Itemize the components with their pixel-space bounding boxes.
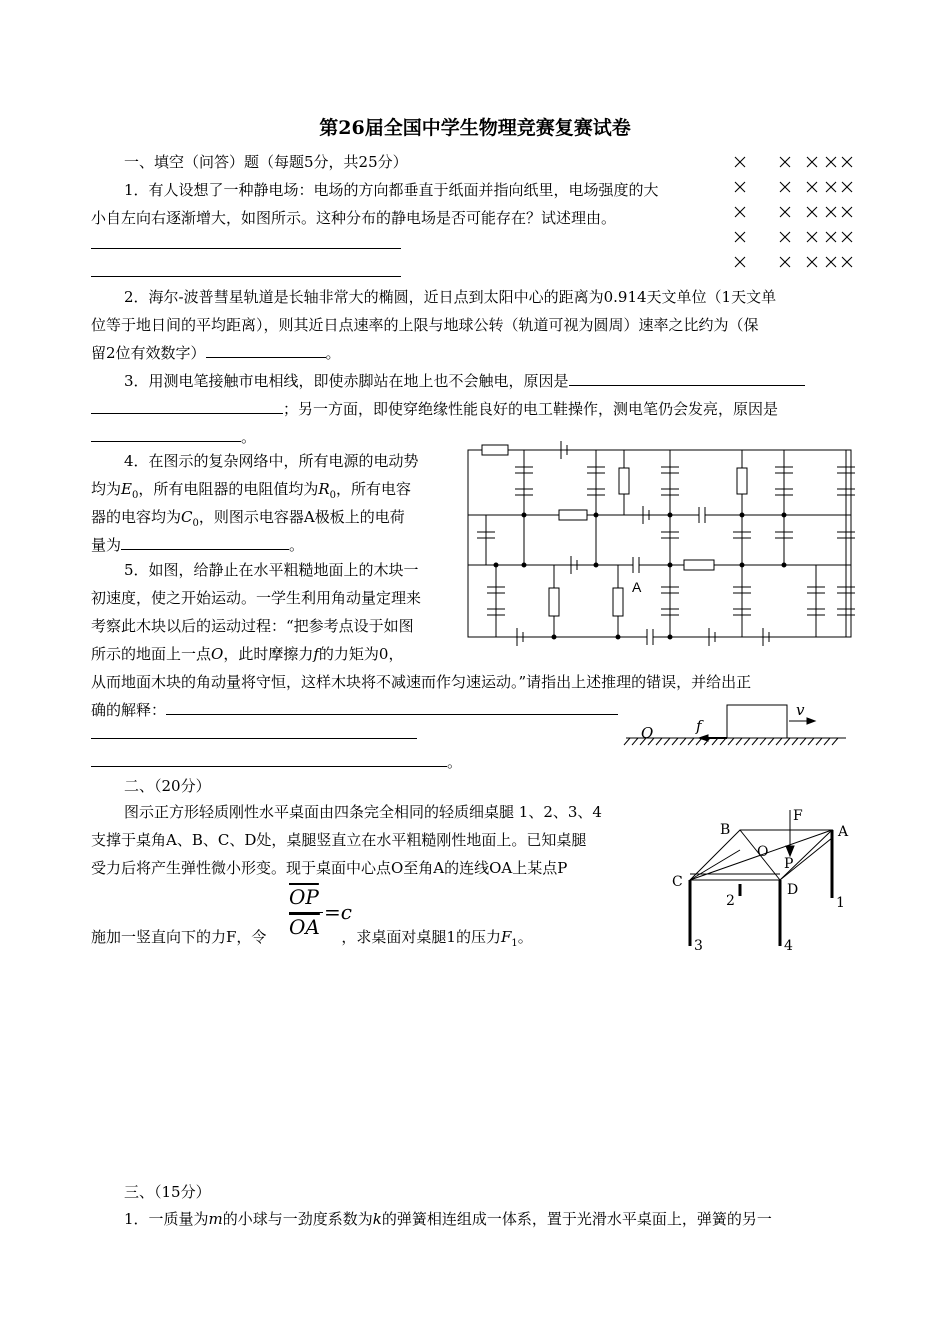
ground-hatch bbox=[832, 738, 838, 745]
label-leg2: 2 bbox=[726, 893, 735, 909]
circuit-junction bbox=[668, 513, 672, 517]
q5-answer-line-2[interactable] bbox=[91, 738, 417, 739]
ground-hatch bbox=[728, 738, 734, 745]
fraction-numerator bbox=[289, 885, 319, 909]
circuit-junction bbox=[494, 563, 498, 567]
q5-text-c: 的力矩为0， bbox=[318, 645, 404, 663]
s3-line1 bbox=[124, 1209, 772, 1229]
fraction-rhs bbox=[324, 900, 352, 924]
symbol-E: E bbox=[121, 480, 132, 498]
resistor bbox=[482, 445, 508, 455]
q2-line3 bbox=[91, 343, 341, 363]
page-title: 第26届全国中学生物理竞赛复赛试卷 bbox=[319, 117, 631, 139]
field-figure bbox=[730, 150, 860, 275]
q2-line1: 2．海尔-波普彗星轨道是长轴非常大的椭圆，近日点到太阳中心的距离为0.914天文单位（1天文单 bbox=[124, 288, 777, 306]
q5-line4 bbox=[91, 644, 403, 664]
ground-hatch bbox=[736, 738, 742, 745]
sub-0: 0 bbox=[131, 490, 139, 501]
circuit-junction bbox=[782, 563, 786, 567]
q2-line2: 位等于地日间的平均距离），则其近日点速率的上限与地球公转（轨道可视为圆周）速率之比约为（保 bbox=[91, 316, 759, 334]
q3-line1 bbox=[124, 371, 805, 391]
s3-text-b: 的小球与一劲度系数为 bbox=[222, 1210, 373, 1228]
q1-line2: 小自左向右逐渐增大，如图所示。这种分布的静电场是否可能存在？试述理由。 bbox=[91, 209, 617, 227]
table-legs-figure bbox=[668, 802, 858, 952]
section1-heading: 一、填空（问答）题（每题5分，共25分） bbox=[124, 153, 408, 171]
q1-line1: 1．有人设想了一种静电场：电场的方向都垂直于纸面并指向纸里，电场强度的大 bbox=[124, 181, 659, 199]
circuit-junction bbox=[522, 563, 526, 567]
q5-line5: 从而地面木块的角动量将守恒，这样木块将不减速而作匀速运动。”请指出上述推理的错误，并给出正 bbox=[91, 673, 752, 691]
ground-hatch bbox=[632, 738, 638, 745]
q5-text-end: 。 bbox=[447, 753, 463, 771]
q5-line1: 5．如图，给静止在水平粗糙地面上的木块一 bbox=[124, 561, 419, 579]
point-O-label: O bbox=[641, 724, 654, 742]
ground-hatch bbox=[720, 738, 726, 745]
ground-hatch bbox=[816, 738, 822, 745]
symbol-c: c bbox=[340, 900, 352, 924]
s2-text-b: ，求桌面对桌腿1的压力 bbox=[341, 928, 501, 946]
resistor bbox=[684, 560, 714, 570]
q2-answer-blank[interactable] bbox=[206, 343, 326, 358]
q3-line2-text: ；另一方面，即使穿绝缘性能良好的电工鞋操作，测电笔仍会发亮，原因是 bbox=[283, 400, 779, 418]
resistor bbox=[619, 468, 629, 494]
capacitor-gap bbox=[699, 513, 705, 517]
q3-line1-text: 3．用测电笔接触市电相线，即使赤脚站在地上也不会触电，原因是 bbox=[124, 372, 569, 390]
q4-text-end: 。 bbox=[289, 536, 305, 554]
frac-OA: $\overline{OA}$ bbox=[289, 915, 320, 939]
s2-text-end: 。 bbox=[517, 928, 533, 946]
q4-line1: 4．在图示的复杂网络中，所有电源的电动势 bbox=[124, 452, 419, 470]
q3-answer-blank-2[interactable] bbox=[91, 427, 241, 442]
ground-hatch bbox=[688, 738, 694, 745]
q4-text-f: 量为 bbox=[91, 536, 122, 554]
symbol-f: f bbox=[313, 645, 319, 663]
q4-text-c: ，所有电容 bbox=[336, 480, 412, 498]
ground-hatch bbox=[808, 738, 814, 745]
s2-line1: 图示正方形轻质刚性水平桌面由四条完全相同的轻质细桌腿 1、2、3、4 bbox=[124, 803, 602, 821]
ground-hatch bbox=[792, 738, 798, 745]
ground-hatch bbox=[760, 738, 766, 745]
label-P: P bbox=[784, 856, 794, 872]
circuit-junction bbox=[668, 563, 672, 567]
circuit-network-figure bbox=[466, 440, 856, 640]
circuit-junction bbox=[552, 635, 556, 639]
resistor bbox=[613, 588, 623, 616]
q5-answer-blank-3[interactable] bbox=[91, 752, 447, 767]
s2-line3: 受力后将产生弹性微小形变。现于桌面中心点O至角A的连线OA上某点P bbox=[91, 859, 568, 877]
friction-f-label: f bbox=[696, 717, 702, 735]
q4-line2 bbox=[91, 479, 411, 506]
s2-line4 bbox=[91, 927, 533, 954]
ground-hatch bbox=[672, 738, 678, 745]
q5-line3: 考察此木块以后的运动过程：“把参考点设于如图 bbox=[91, 617, 414, 635]
circuit-junction bbox=[522, 513, 526, 517]
q5-text-d: 确的解释： bbox=[91, 701, 167, 719]
q3-line3-end: 。 bbox=[241, 428, 257, 446]
label-D: D bbox=[787, 882, 799, 898]
q1-answer-line-1[interactable] bbox=[91, 248, 401, 249]
circuit-junction bbox=[740, 563, 744, 567]
wooden-block bbox=[727, 705, 787, 738]
circuit-frame bbox=[468, 450, 851, 637]
q5-text-b: ，此时摩擦力 bbox=[223, 645, 314, 663]
s2-text-a: 施加一竖直向下的力F，令 bbox=[91, 928, 267, 946]
resistor bbox=[559, 510, 587, 520]
q3-line2 bbox=[91, 399, 778, 419]
q3-answer-blank-1b[interactable] bbox=[91, 399, 283, 414]
q5-line8 bbox=[91, 752, 462, 772]
ground-hatch bbox=[768, 738, 774, 745]
q1-answer-line-2[interactable] bbox=[91, 276, 401, 277]
s3-text-c: 的弹簧相连组成一体系，置于光滑水平桌面上，弹簧的另一 bbox=[381, 1210, 772, 1228]
q3-answer-blank-1[interactable] bbox=[569, 371, 805, 386]
q2-line3-text: 留2位有效数字） bbox=[91, 344, 206, 362]
ground-hatch bbox=[824, 738, 830, 745]
label-leg4: 4 bbox=[784, 938, 793, 954]
q2-line3-end: 。 bbox=[325, 344, 341, 362]
block-friction-figure bbox=[624, 700, 854, 750]
q4-text-d: 器的电容均为 bbox=[91, 508, 182, 526]
capacitor-gap bbox=[647, 635, 653, 639]
ground-hatch bbox=[744, 738, 750, 745]
s2-line2: 支撑于桌角A、B、C、D处，桌腿竖直立在水平粗糙刚性地面上。已知桌腿 bbox=[91, 831, 587, 849]
circuit-junction bbox=[616, 635, 620, 639]
capacitor-A-label: A bbox=[632, 579, 642, 595]
circuit-junction bbox=[668, 635, 672, 639]
ground-hatch bbox=[680, 738, 686, 745]
s3-text-a: 1．一质量为 bbox=[124, 1210, 209, 1228]
circuit-junction bbox=[594, 563, 598, 567]
q5-line6 bbox=[91, 700, 618, 720]
label-F: F bbox=[793, 808, 803, 824]
label-A: A bbox=[838, 824, 849, 840]
ground-hatch bbox=[664, 738, 670, 745]
label-leg3: 3 bbox=[694, 938, 703, 954]
q4-answer-blank[interactable] bbox=[121, 535, 289, 550]
q4-line4 bbox=[91, 535, 304, 555]
velocity-arrowhead bbox=[807, 718, 815, 724]
symbol-O: O bbox=[211, 645, 224, 663]
section2-heading: 二、（20分） bbox=[124, 777, 211, 795]
symbol-R: R bbox=[318, 480, 330, 498]
ground-hatch bbox=[784, 738, 790, 745]
q5-answer-blank-1[interactable] bbox=[166, 700, 618, 715]
label-B: B bbox=[720, 822, 731, 838]
circuit-junction bbox=[740, 513, 744, 517]
sub-0: 0 bbox=[329, 490, 337, 501]
ground-hatch bbox=[656, 738, 662, 745]
label-leg1: 1 bbox=[836, 895, 845, 911]
q4-line3 bbox=[91, 507, 405, 534]
force-F-arrowhead bbox=[786, 846, 794, 856]
velocity-v-label: v bbox=[796, 701, 805, 719]
q4-text-b: ，所有电阻器的电阻值均为 bbox=[138, 480, 319, 498]
symbol-C: C bbox=[181, 508, 193, 526]
q4-text-e: ，则图示电容器A极板上的电荷 bbox=[198, 508, 405, 526]
ground-hatch bbox=[752, 738, 758, 745]
q4-text-a: 均为 bbox=[91, 480, 122, 498]
circuit-junction bbox=[782, 513, 786, 517]
resistor bbox=[549, 588, 559, 616]
sub-0: 0 bbox=[192, 518, 199, 529]
circuit-junction bbox=[594, 513, 598, 517]
resistor bbox=[737, 468, 747, 494]
frac-OP: $\overline{OP}$ bbox=[289, 885, 319, 909]
sub-1: 1 bbox=[511, 938, 518, 949]
q5-text-a: 所示的地面上一点 bbox=[91, 645, 212, 663]
q5-line2: 初速度，使之开始运动。一学生利用角动量定理来 bbox=[91, 589, 422, 607]
symbol-k: k bbox=[372, 1210, 382, 1228]
fraction-bar bbox=[289, 912, 323, 913]
ground-hatch bbox=[712, 738, 718, 745]
capacitor-gap bbox=[633, 563, 639, 567]
ground-hatch bbox=[776, 738, 782, 745]
label-O: O bbox=[757, 844, 769, 860]
symbol-F1: F bbox=[500, 928, 512, 946]
q3-line3 bbox=[91, 427, 256, 447]
section3-heading: 三、（15分） bbox=[124, 1183, 211, 1201]
label-C: C bbox=[672, 874, 683, 890]
ground-hatch bbox=[800, 738, 806, 745]
symbol-m: m bbox=[208, 1210, 223, 1228]
equals-sign: = bbox=[324, 900, 341, 924]
ground-hatch bbox=[624, 738, 630, 745]
